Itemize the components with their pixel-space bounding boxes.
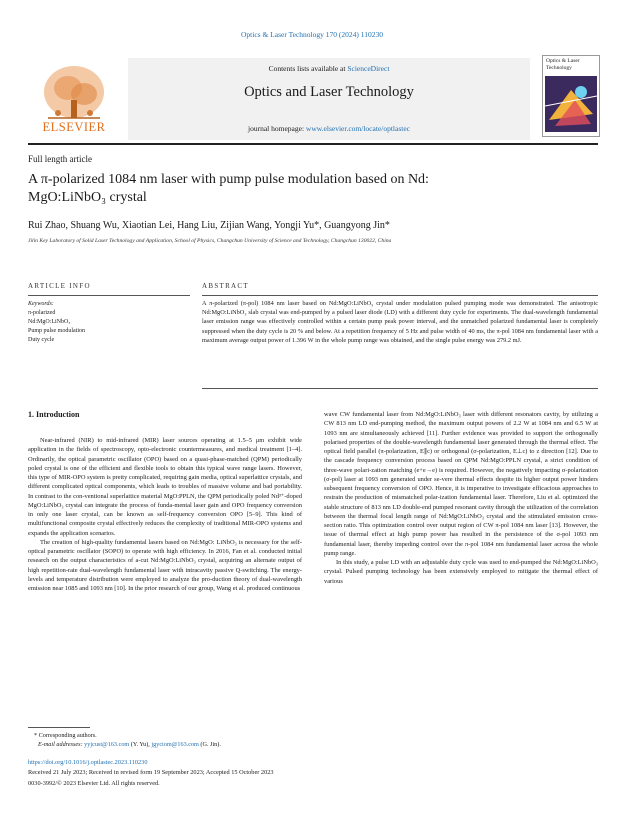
journal-reference[interactable]: Optics & Laser Technology 170 (2024) 110230 bbox=[241, 30, 383, 39]
contents-prefix: Contents lists available at bbox=[268, 64, 348, 73]
received-dates: Received 21 July 2023; Received in revised form 19 September 2023; Accepted 15 October 2023 bbox=[28, 769, 274, 776]
abstract-label: ABSTRACT bbox=[202, 282, 249, 290]
section-heading-introduction: 1. Introduction bbox=[28, 410, 80, 419]
cover-title: Optics & Laser Technology bbox=[546, 58, 580, 71]
email-suffix: (Y. Yu), bbox=[129, 741, 152, 748]
keywords-title: Keywords: bbox=[28, 301, 54, 307]
email-prefix: E-mail addresses: bbox=[38, 741, 85, 748]
affiliation: Jilin Key Laboratory of Solid Laser Technology and Application, School of Physics, Changchun University of Science and Technology, Changchun 130022, China bbox=[28, 238, 392, 244]
authors: Rui Zhao, Shuang Wu, Xiaotian Lei, Hang Liu, Zijian Wang, Yongji Yu*, Guangyong Jin* bbox=[28, 220, 390, 231]
footnote-rule bbox=[28, 727, 90, 728]
sciencedirect-link[interactable]: ScienceDirect bbox=[347, 64, 390, 73]
body-column-left bbox=[28, 436, 302, 593]
header-rule bbox=[28, 143, 598, 145]
abstract-text: A π-polarized (π-pol) 1084 nm laser based on Nd:MgO:LiNbO₃ crystal under modulation pulsed pumping mode was demonstrated. The anisotropic Nd:MgO:LiNbO₃ slab crystal was end-pumped by a pulsed laser diode (LD) with a different duty cycle for experiments. The dual-wavelength fundamental laser emission range was effectively controlled within a certain pump peak power interval, and the unmatched polarized fundamental laser is completely suppressed when the duty cycle is 20 % and below. At a repetition frequency of 5 Hz and pulse width of 40 ms, the π-pol 1084 nm fundamental laser with a maximum average output power of 1.396 W in the whole pump range was obtained, and the single pulse energy was 279.2 mJ. bbox=[202, 300, 598, 344]
article-info-label: ARTICLE INFO bbox=[28, 282, 91, 290]
doi-link[interactable]: https://doi.org/10.1016/j.optlastec.2023.110230 bbox=[28, 759, 148, 766]
issn-copyright: 0030-3992/© 2023 Elsevier Ltd. All rights reserved. bbox=[28, 780, 160, 787]
abstract-rule bbox=[202, 295, 598, 296]
homepage-link[interactable]: www.elsevier.com/locate/optlastec bbox=[305, 124, 410, 133]
homepage-line bbox=[128, 124, 530, 133]
title-line-1: A π-polarized 1084 nm laser with pump pulse modulation based on Nd: bbox=[28, 172, 429, 187]
email-link-yu[interactable]: yyjcust@163.com bbox=[84, 741, 130, 748]
homepage-prefix: journal homepage: bbox=[248, 124, 306, 133]
article-type: Full length article bbox=[28, 154, 92, 164]
keyword-item: Duty cycle bbox=[28, 337, 55, 343]
keyword-item: π-polarized bbox=[28, 310, 56, 316]
contents-line bbox=[128, 64, 530, 73]
article-info-rule bbox=[28, 295, 190, 296]
email-link-jin[interactable]: jgyciom@163.com bbox=[151, 741, 199, 748]
journal-cover-thumbnail[interactable] bbox=[542, 55, 600, 137]
keyword-item: Nd:MgO:LiNbO₃ bbox=[28, 319, 71, 325]
cover-artwork-icon bbox=[545, 76, 597, 132]
corresponding-note: * Corresponding authors. bbox=[34, 732, 97, 739]
elsevier-wordmark: ELSEVIER bbox=[42, 120, 106, 134]
title-line-2: MgO:LiNbO₃ crystal bbox=[28, 190, 147, 205]
paragraph: wave CW fundamental laser from Nd:MgO:LiNbO₃ laser with different resonators cavity, by utilizing a CW 813 nm LD end-pumping method, the maximum output powers of 2.2 W at 1084 nm and 6.5 W at 1093 nm are simultaneously achieved [11]. Further evidence was provided to support the orthogonally polarised properties of the double-wavelength fundamental laser generated through the thermal effect. The optical field parallel (π-polarization, E∥c) or orthogonal (σ-polarization, E⊥c) to z direction [12]. Due to the cascade frequency conversion process based on QPM Nd:MgO:PPLN crystal, a strict condition of three-wave polari-zation matching (e+e→e) is required. However, the negatively impacting σ-polarization (σ-pol) laser at 1093 nm generated under se-vere thermal effects despite its higher output power hinders subsequent frequency conversion of OPO. Hence, it is imperative to investigate efficacious approaches to restrain the production of mismatched polar-ization fundamental laser. Therefore, Liu et al. optimized the stable structure of 813 nm LD double-end pumped resonant cavity through the utilization of the correlation between the thermal focal length range of Nd:MgO:LiNbO₃ crystal and the stimulated emission cross-section ratio. This optimization control over output region of CW π-pol 1084 nm laser [13]. However, the issue of thermal effect at high pump power has resulted in the persistence of the σ-pol 1093 nm fundamental laser, thereby impeding control over the π-pol 1084 nm fundamental laser across the whole pump range. bbox=[324, 411, 598, 557]
abstract-bottom-rule bbox=[202, 388, 598, 389]
paragraph: Near-infrared (NIR) to mid-infrared (MIR) laser sources operating at 1.5–5 μm exhibit wide application in the fields of spectroscopy, opto-electronic countermeasures, and medical treatment [1–4]. Ordinarily, the optical parametric oscillator (OPO) based on a quasi-phase-matched (QPM) periodically poled crystal is one of the efficient and flexible tools to obtain this typical wave range lasers. However, this type of MIR-OPO system is pretty complicated, requiring gain media, optical superlattice crystals, and different complicated optical components, which leads to troubles of massive volume and bad portability. In contrast to the con-ventional superlattice material MgO:PPLN, the QPM periodically poled Nd³⁺-doped MgO:LiNbO₃ crystal can integrate the process of funda-mental laser gain and OPO frequency conversion in only one laser crystal, can be known as self-frequency conversion OPO [5–9]. This kind of multifunctional composite crystal effectively reduces the complexity of traditional MIR-OPO systems and expands the application scenarios. bbox=[28, 437, 302, 537]
body-column-right bbox=[324, 410, 598, 586]
keyword-item: Pump pulse modulation bbox=[28, 328, 85, 334]
journal-title: Optics and Laser Technology bbox=[244, 84, 414, 100]
paragraph: The creation of high-quality fundamental lasers based on Nd:MgO: LiNbO₃ is necessary for the self-optical parametric oscillator (SOPO) to operate with high efficiency. In 2016, Fan et al. conducted initial research on the output characteristics of a-cut Nd:MgO:LiNbO₃ crystal, acquiring an alternate output of high repetition-rate dual-wavelength fundamental laser with intracavity passive Q-switching. The energy-levels and temperature distribution were employed to analyze the pro-duction theory of dual-wavelength emission near 1085 and 1093 nm [10]. In the prior research of our group, Wang et al. produced continuous bbox=[28, 538, 302, 592]
email-suffix: (G. Jin). bbox=[198, 741, 221, 748]
article-title bbox=[28, 171, 588, 207]
paragraph: In this study, a pulse LD with an adjustable duty cycle was used to end-pumped the Nd:MgO:LiNbO₃ crystal. Pulsed pumping technology has been extensively employed to mitigate the thermal effect of various bbox=[324, 559, 598, 585]
footnote bbox=[28, 731, 221, 749]
email-line bbox=[28, 740, 221, 749]
